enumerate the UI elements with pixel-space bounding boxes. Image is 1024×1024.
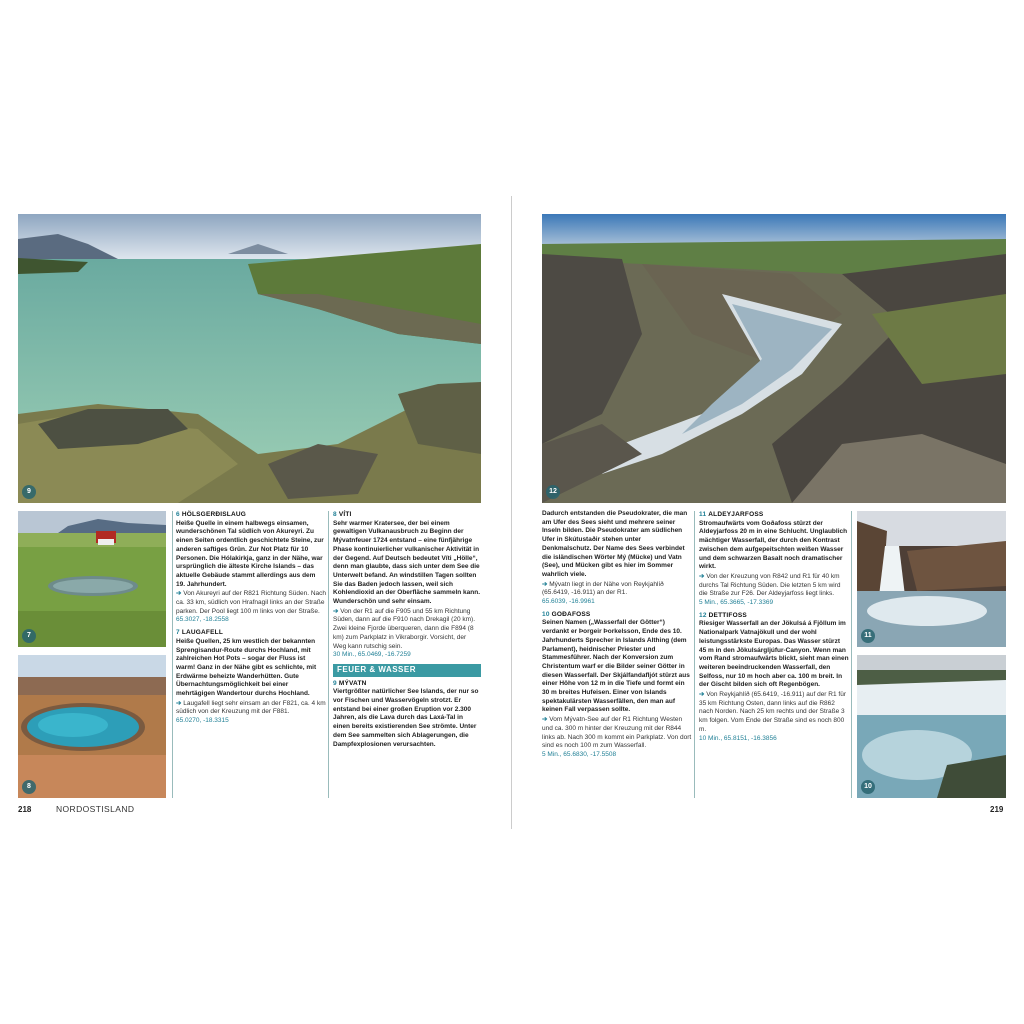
- photo-viti-crater: [18, 655, 166, 798]
- entry-body: Seinen Namen („Wasserfall der Götter“) verdankt er Þorgeir Þorkelsson, Ende des 10. Jahrhunderts Sprecher in Islands Althing (dem Parlament), heidnischer Priester und Stammesführer. Nach der Konversion zum Christentum warf er die Bilder seiner Götter in diesen Wasserfall. Der Skjálfandafljót stürzt aus einer Höhe von 12 m in die Tiefe und formt ein 30 m breites Hufeisen. Einer von Islands spektakulärsten Wasserfällen, den man auf keinen Fall verpassen sollte.: [542, 619, 690, 714]
- column-rule: [694, 511, 695, 798]
- left-column-1: [176, 510, 326, 730]
- entry-gps: 65.3027, -18.2558: [176, 616, 229, 624]
- entry-directions: ➔ Von Reykjahlíð (65.6419, -16.911) auf der R1 für 35 km Richtung Osten, dann links auf die R862 nach Norden. Nach 25 km rechts und der Straße 3 km folgen. Vom Ende der Straße sind es noch 800 m.: [699, 691, 846, 733]
- entry-gps: 65.6039, -16.9961: [542, 598, 595, 606]
- photo-godafoss: [857, 655, 1006, 798]
- entry-gps: 5 Min., 65.6830, -17.5508: [542, 750, 617, 758]
- running-head: NORDOSTISLAND: [56, 804, 135, 814]
- page-number-left: 218: [18, 805, 32, 814]
- photo-number-badge: 9: [22, 485, 36, 499]
- column-rule: [172, 511, 173, 798]
- entry-title: 10 GOÐAFOSS: [542, 610, 591, 618]
- photo-number-badge: 7: [22, 629, 36, 643]
- entry-title: 11 ALDEYJARFOSS: [699, 511, 764, 518]
- entry-directions: ➔ Von der R1 auf die F905 und 55 km Richtung Süden, dann auf die F910 nach Drekagil (20 km). Zwei kleine Fjorde überqueren, dann die F894 (8 km) zum Parkplatz in Vikraborgir. Vorsicht, der Weg kann rutschig sein.: [333, 607, 476, 650]
- entry-title: 12 DETTIFOSS: [699, 611, 747, 619]
- section-band: FEUER & WASSER: [333, 664, 481, 677]
- entry-title: 6 HÖLSGERÐISLAUG: [176, 511, 247, 518]
- photo-number-badge: 11: [861, 629, 875, 643]
- right-column-2: [699, 510, 849, 747]
- photo-holsgerdislaug: [18, 511, 166, 647]
- entry-body: Stromaufwärts vom Goðafoss stürzt der Aldeyjarfoss 20 m in eine Schlucht. Unglaublich mächtiger Wasserfall, der durch den Kontrast zwischen dem aufgepeitschten weißen Wasser und dem schwarzen Basalt noch dramatischer wirkt.: [699, 519, 848, 571]
- photo-number-badge: 12: [546, 485, 560, 499]
- entry-body: Heiße Quellen, 25 km westlich der bekannten Sprengisandur-Route durchs Hochland, mit zahlreichen Hot Pots – sogar der Fluss ist warm! Ganz in der Nähe gibt es schlichte, mit Erdwärme beheizte Wanderhütten. Gute Übernachtungsmöglichkeit bei einer mehrtägigen Wandertour durchs Hochland.: [176, 637, 317, 698]
- entry-directions: ➔ Von Akureyri auf der R821 Richtung Süden. Nach ca. 33 km, südlich von Hrafnagil links an der Straße parken. Der Pool liegt 100 m links von der Straße.: [176, 590, 326, 615]
- entry-gps: 5 Min., 65.3665, -17.3369: [699, 599, 774, 607]
- photo-number-badge: 10: [861, 780, 875, 794]
- page-number-right: 219: [990, 805, 1004, 814]
- entry-gps: 30 Min., 65.0469, -16.7259: [333, 651, 411, 659]
- entry-directions: ➔ Von der Kreuzung von R842 und R1 für 40 km durchs Tal Richtung Süden. Die letzten 5 km wird die Straße zur F26. Der Aldeyjarfoss liegt links.: [699, 572, 841, 598]
- entry-title: 8 VÍTI: [333, 511, 352, 518]
- entry-directions: ➔ Vom Mývatn-See auf der R1 Richtung Westen und ca. 300 m hinter der Kreuzung mit der R844 links ab. Nach 300 m kommt ein Parkplatz. Von dort sind es noch 100 m zum Wasserfall.: [542, 716, 692, 750]
- photo-canyon-river: [542, 214, 1006, 503]
- entry-body: Viertgrößter natürlicher See Islands, der nur so vor Fischen und Wasservögeln strotzt. Er entstand bei einer großen Eruption vor 2.300 Jahren, als die Lava durch das Laxá-Tal in einen bereits existierenden See strömte. Unter dem See sammelten sich Ablagerungen, die Dampfexplosionen verursachten.: [333, 688, 479, 748]
- entry-title: 9 MÝVATN: [333, 679, 367, 687]
- entry-body: Sehr warmer Kratersee, der bei einem gewaltigen Vulkanausbruch zu Beginn der Mývatnfeuer 1724 entstand – eine fünfjährige Phase kontinuierlicher vulkanischer Aktivität in der Gegend. Auf Deutsch bedeutet Víti „Hölle“, denn man glaubte, dass sich unter dem See die Unterwelt befand. An windstillen Tagen sollten Sie das Baden jedoch lassen, weil sich Kohlendioxid an der Oberfläche sammeln kann. Wunderschön und sehr einsam.: [333, 519, 481, 606]
- entry-title: 7 LAUGAFELL: [176, 629, 223, 637]
- entry-directions: ➔ Laugafell liegt sehr einsam an der F821, ca. 4 km südlich von der Kreuzung mit der F881.: [176, 699, 326, 716]
- photo-number-badge: 8: [22, 780, 36, 794]
- entry-body: Riesiger Wasserfall an der Jökulsá á Fjöllum im Nationalpark Vatnajökull und der wohl leistungsstärkste Europas. Das Wasser stürzt 45 m in den Jökulsárgljúfur-Canyon. Wenn man vom Rand stromaufwärts blickt, sieht man einen weiteren beeindruckenden Wasserfall, den Selfoss, nur 10 m hoch aber ca. 100 m breit. In der Gischt bilden sich oft Regenbögen.: [699, 620, 849, 689]
- photo-myvatn-lake: [18, 214, 481, 503]
- spine-gutter: [511, 196, 512, 829]
- entry-body: Dadurch entstanden die Pseudokrater, die man am Ufer des Sees sieht und mehrere seiner Inseln bilden. Die Pseudokrater am südlichen Ufer in Skútustaðir stehen unter Denkmalschutz. Der Name des Sees verbindet die isländischen Wörter Mý (Mücke) und Vatn (See), und Mücken gibt es hier im Sommer wahrlich viele.: [542, 510, 688, 578]
- column-rule: [851, 511, 852, 798]
- entry-body: Heiße Quelle in einem halbwegs einsamen, wunderschönen Tal südlich von Akureyri. Zu einen Seiten ordentlich geschichtete Steine, zur anderen saftiges Grün. Zur Not Platz für 10 Personen. Die Hólakirkja, ganz in der Nähe, war ursprünglich die älteste Kirche Islands – das aktuelle Gebäude stammt allerdings aus dem 19. Jahrhundert.: [176, 519, 324, 588]
- entry-gps: 10 Min., 65.8151, -16.3856: [699, 734, 777, 742]
- entry-directions: ➔ Mývatn liegt in der Nähe von Reykjahlíð (65.6419, -16.911) an der R1.: [542, 580, 664, 597]
- column-rule: [328, 511, 329, 798]
- photo-aldeyjarfoss: [857, 511, 1006, 647]
- right-column-1: [542, 510, 692, 764]
- entry-gps: 65.0270, -18.3315: [176, 717, 229, 725]
- left-column-2: [333, 510, 481, 749]
